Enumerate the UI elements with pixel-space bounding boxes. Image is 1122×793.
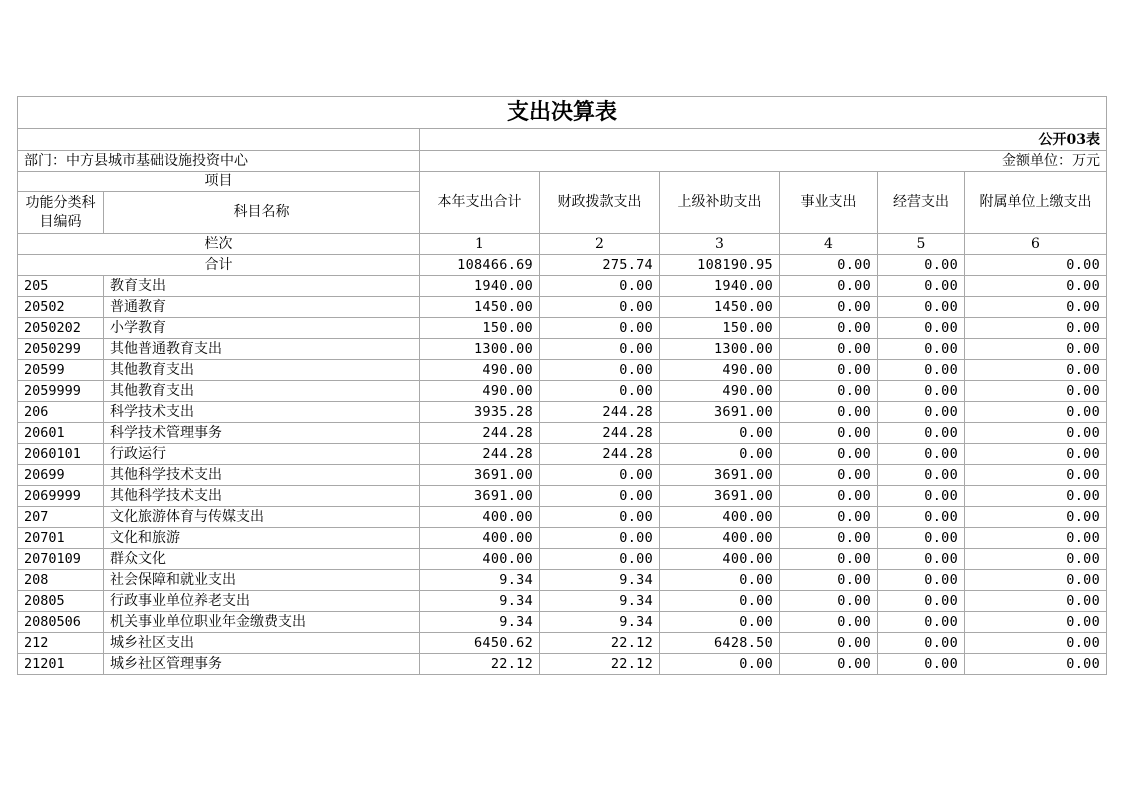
subject-code-cell: 2070109: [18, 549, 104, 570]
amount-cell: 0.00: [540, 528, 660, 549]
amount-cell: 9.34: [540, 591, 660, 612]
amount-cell: 0.00: [878, 276, 965, 297]
subject-name-cell: 文化和旅游: [104, 528, 420, 549]
amount-cell: 0.00: [965, 297, 1107, 318]
amount-cell: 400.00: [660, 528, 780, 549]
amount-cell: 0.00: [660, 444, 780, 465]
amount-cell: 0.00: [780, 570, 878, 591]
expenditure-final-account-sheet: [17, 96, 1106, 675]
amount-cell: 244.28: [420, 423, 540, 444]
subject-name-cell: 城乡社区管理事务: [104, 654, 420, 675]
total-value-cell: 275.74: [540, 255, 660, 276]
table-row: [18, 507, 1107, 528]
amount-cell: 0.00: [780, 654, 878, 675]
subject-name-cell: 普通教育: [104, 297, 420, 318]
column-index-label: 栏次: [18, 234, 420, 255]
column-index-cell: 4: [780, 234, 878, 255]
subject-name-cell: 小学教育: [104, 318, 420, 339]
amount-cell: 3691.00: [420, 486, 540, 507]
subject-code-cell: 20701: [18, 528, 104, 549]
amount-cell: 1450.00: [660, 297, 780, 318]
amount-cell: 0.00: [965, 549, 1107, 570]
table-row: [18, 486, 1107, 507]
amount-cell: 400.00: [660, 549, 780, 570]
header-total: 本年支出合计: [420, 172, 540, 234]
amount-cell: 3691.00: [660, 402, 780, 423]
amount-cell: 0.00: [878, 423, 965, 444]
amount-cell: 244.28: [540, 423, 660, 444]
amount-cell: 0.00: [965, 507, 1107, 528]
amount-cell: 1940.00: [660, 276, 780, 297]
amount-cell: 0.00: [878, 297, 965, 318]
amount-cell: 244.28: [540, 402, 660, 423]
amount-cell: 0.00: [780, 612, 878, 633]
subject-name-cell: 文化旅游体育与传媒支出: [104, 507, 420, 528]
amount-cell: 6428.50: [660, 633, 780, 654]
amount-cell: 244.28: [420, 444, 540, 465]
amount-cell: 0.00: [540, 276, 660, 297]
amount-cell: 0.00: [878, 528, 965, 549]
subject-code-cell: 206: [18, 402, 104, 423]
subject-code-cell: 20805: [18, 591, 104, 612]
table-row: [18, 297, 1107, 318]
amount-cell: 244.28: [540, 444, 660, 465]
amount-cell: 0.00: [540, 297, 660, 318]
amount-cell: 0.00: [540, 318, 660, 339]
header-func-code: 功能分类科目编码: [18, 192, 104, 234]
amount-cell: 0.00: [780, 507, 878, 528]
header-item: 项目: [18, 172, 420, 192]
amount-cell: 9.34: [420, 591, 540, 612]
amount-cell: 0.00: [878, 486, 965, 507]
subject-code-cell: 20502: [18, 297, 104, 318]
amount-cell: 0.00: [540, 486, 660, 507]
table-row: [18, 654, 1107, 675]
subject-code-cell: 207: [18, 507, 104, 528]
amount-cell: 0.00: [878, 465, 965, 486]
header-superior: 上级补助支出: [660, 172, 780, 234]
table-row: [18, 360, 1107, 381]
table-row: [18, 570, 1107, 591]
amount-cell: 0.00: [780, 381, 878, 402]
subject-name-cell: 群众文化: [104, 549, 420, 570]
amount-cell: 0.00: [965, 423, 1107, 444]
subject-name-cell: 科学技术管理事务: [104, 423, 420, 444]
amount-cell: 0.00: [878, 633, 965, 654]
header-operating: 经营支出: [878, 172, 965, 234]
subject-name-cell: 科学技术支出: [104, 402, 420, 423]
amount-cell: 3935.28: [420, 402, 540, 423]
page-title: 支出决算表: [18, 97, 1107, 129]
amount-cell: 9.34: [420, 612, 540, 633]
amount-cell: 0.00: [878, 381, 965, 402]
subject-code-cell: 20601: [18, 423, 104, 444]
total-value-cell: 108190.95: [660, 255, 780, 276]
amount-cell: 0.00: [965, 339, 1107, 360]
total-value-cell: 0.00: [780, 255, 878, 276]
amount-cell: 0.00: [878, 612, 965, 633]
amount-cell: 0.00: [965, 465, 1107, 486]
table-row: [18, 276, 1107, 297]
amount-cell: 0.00: [780, 465, 878, 486]
amount-cell: 0.00: [780, 528, 878, 549]
amount-cell: 0.00: [540, 381, 660, 402]
amount-cell: 0.00: [965, 318, 1107, 339]
header-fiscal: 财政拨款支出: [540, 172, 660, 234]
amount-cell: 400.00: [420, 528, 540, 549]
amount-cell: 0.00: [540, 549, 660, 570]
expenditure-table: [17, 96, 1107, 675]
amount-cell: 0.00: [965, 276, 1107, 297]
subject-name-cell: 城乡社区支出: [104, 633, 420, 654]
amount-cell: 0.00: [878, 654, 965, 675]
amount-cell: 0.00: [878, 318, 965, 339]
table-row: [18, 612, 1107, 633]
amount-cell: 1300.00: [420, 339, 540, 360]
subject-name-cell: 机关事业单位职业年金缴费支出: [104, 612, 420, 633]
amount-cell: 490.00: [660, 360, 780, 381]
amount-cell: 0.00: [780, 486, 878, 507]
header-subject-name: 科目名称: [104, 192, 420, 234]
amount-cell: 0.00: [965, 528, 1107, 549]
amount-cell: 1450.00: [420, 297, 540, 318]
amount-cell: 0.00: [540, 465, 660, 486]
amount-cell: 0.00: [965, 654, 1107, 675]
amount-cell: 0.00: [660, 612, 780, 633]
amount-cell: 0.00: [780, 444, 878, 465]
amount-cell: 9.34: [420, 570, 540, 591]
header-business: 事业支出: [780, 172, 878, 234]
subject-name-cell: 其他科学技术支出: [104, 465, 420, 486]
column-index-cell: 6: [965, 234, 1107, 255]
subject-code-cell: 2050202: [18, 318, 104, 339]
column-index-cell: 5: [878, 234, 965, 255]
subject-code-cell: 2059999: [18, 381, 104, 402]
amount-cell: 0.00: [780, 276, 878, 297]
table-row: [18, 381, 1107, 402]
amount-cell: 0.00: [780, 360, 878, 381]
amount-cell: 0.00: [878, 402, 965, 423]
amount-cell: 0.00: [780, 423, 878, 444]
amount-cell: 6450.62: [420, 633, 540, 654]
amount-cell: 0.00: [878, 570, 965, 591]
table-row: [18, 402, 1107, 423]
table-row: [18, 528, 1107, 549]
subject-name-cell: 其他教育支出: [104, 360, 420, 381]
table-row: [18, 549, 1107, 570]
table-row: [18, 591, 1107, 612]
amount-cell: 0.00: [780, 402, 878, 423]
amount-cell: 0.00: [878, 507, 965, 528]
amount-cell: 0.00: [660, 570, 780, 591]
amount-cell: 9.34: [540, 570, 660, 591]
total-value-cell: 0.00: [878, 255, 965, 276]
table-row: [18, 318, 1107, 339]
header-affiliated: 附属单位上缴支出: [965, 172, 1107, 234]
subject-name-cell: 其他科学技术支出: [104, 486, 420, 507]
amount-cell: 0.00: [878, 444, 965, 465]
table-row: [18, 444, 1107, 465]
subject-name-cell: 行政事业单位养老支出: [104, 591, 420, 612]
amount-cell: 22.12: [420, 654, 540, 675]
amount-cell: 150.00: [660, 318, 780, 339]
amount-cell: 0.00: [965, 360, 1107, 381]
total-value-cell: 108466.69: [420, 255, 540, 276]
amount-cell: 0.00: [878, 549, 965, 570]
column-index-cell: 3: [660, 234, 780, 255]
amount-cell: 3691.00: [420, 465, 540, 486]
blank-cell: [18, 129, 420, 151]
amount-cell: 490.00: [660, 381, 780, 402]
amount-cell: 3691.00: [660, 486, 780, 507]
amount-cell: 0.00: [965, 570, 1107, 591]
subject-name-cell: 其他教育支出: [104, 381, 420, 402]
amount-cell: 9.34: [540, 612, 660, 633]
amount-cell: 0.00: [965, 444, 1107, 465]
subject-code-cell: 212: [18, 633, 104, 654]
subject-code-cell: 208: [18, 570, 104, 591]
subject-code-cell: 21201: [18, 654, 104, 675]
amount-cell: 22.12: [540, 633, 660, 654]
amount-cell: 0.00: [540, 360, 660, 381]
amount-cell: 150.00: [420, 318, 540, 339]
subject-code-cell: 20599: [18, 360, 104, 381]
table-row: [18, 423, 1107, 444]
amount-cell: 490.00: [420, 360, 540, 381]
column-index-cell: 2: [540, 234, 660, 255]
subject-name-cell: 教育支出: [104, 276, 420, 297]
subject-name-cell: 社会保障和就业支出: [104, 570, 420, 591]
amount-cell: 0.00: [780, 549, 878, 570]
subject-name-cell: 其他普通教育支出: [104, 339, 420, 360]
amount-cell: 1940.00: [420, 276, 540, 297]
amount-cell: 490.00: [420, 381, 540, 402]
amount-cell: 0.00: [965, 402, 1107, 423]
total-label: 合计: [18, 255, 420, 276]
department-label: 部门：中方县城市基础设施投资中心: [18, 151, 420, 172]
subject-code-cell: 20699: [18, 465, 104, 486]
subject-code-cell: 2060101: [18, 444, 104, 465]
table-row: [18, 633, 1107, 654]
amount-cell: 0.00: [780, 339, 878, 360]
amount-cell: 0.00: [878, 360, 965, 381]
amount-cell: 0.00: [965, 633, 1107, 654]
amount-cell: 1300.00: [660, 339, 780, 360]
subject-name-cell: 行政运行: [104, 444, 420, 465]
amount-cell: 0.00: [878, 591, 965, 612]
amount-cell: 0.00: [660, 654, 780, 675]
total-value-cell: 0.00: [965, 255, 1107, 276]
amount-cell: 0.00: [540, 507, 660, 528]
subject-code-cell: 2080506: [18, 612, 104, 633]
amount-cell: 400.00: [660, 507, 780, 528]
table-row: [18, 465, 1107, 486]
amount-cell: 0.00: [660, 591, 780, 612]
amount-cell: 0.00: [965, 591, 1107, 612]
subject-code-cell: 2069999: [18, 486, 104, 507]
amount-cell: 0.00: [780, 591, 878, 612]
amount-cell: 0.00: [878, 339, 965, 360]
amount-cell: 22.12: [540, 654, 660, 675]
amount-cell: 0.00: [965, 381, 1107, 402]
amount-cell: 0.00: [660, 423, 780, 444]
amount-cell: 0.00: [965, 486, 1107, 507]
unit-label: 金额单位：万元: [420, 151, 1107, 172]
table-code: 公开03表: [420, 129, 1107, 151]
amount-cell: 400.00: [420, 549, 540, 570]
amount-cell: 0.00: [780, 297, 878, 318]
amount-cell: 0.00: [780, 318, 878, 339]
amount-cell: 0.00: [540, 339, 660, 360]
amount-cell: 0.00: [965, 612, 1107, 633]
subject-code-cell: 2050299: [18, 339, 104, 360]
column-index-cell: 1: [420, 234, 540, 255]
subject-code-cell: 205: [18, 276, 104, 297]
table-row: [18, 339, 1107, 360]
amount-cell: 0.00: [780, 633, 878, 654]
amount-cell: 400.00: [420, 507, 540, 528]
amount-cell: 3691.00: [660, 465, 780, 486]
